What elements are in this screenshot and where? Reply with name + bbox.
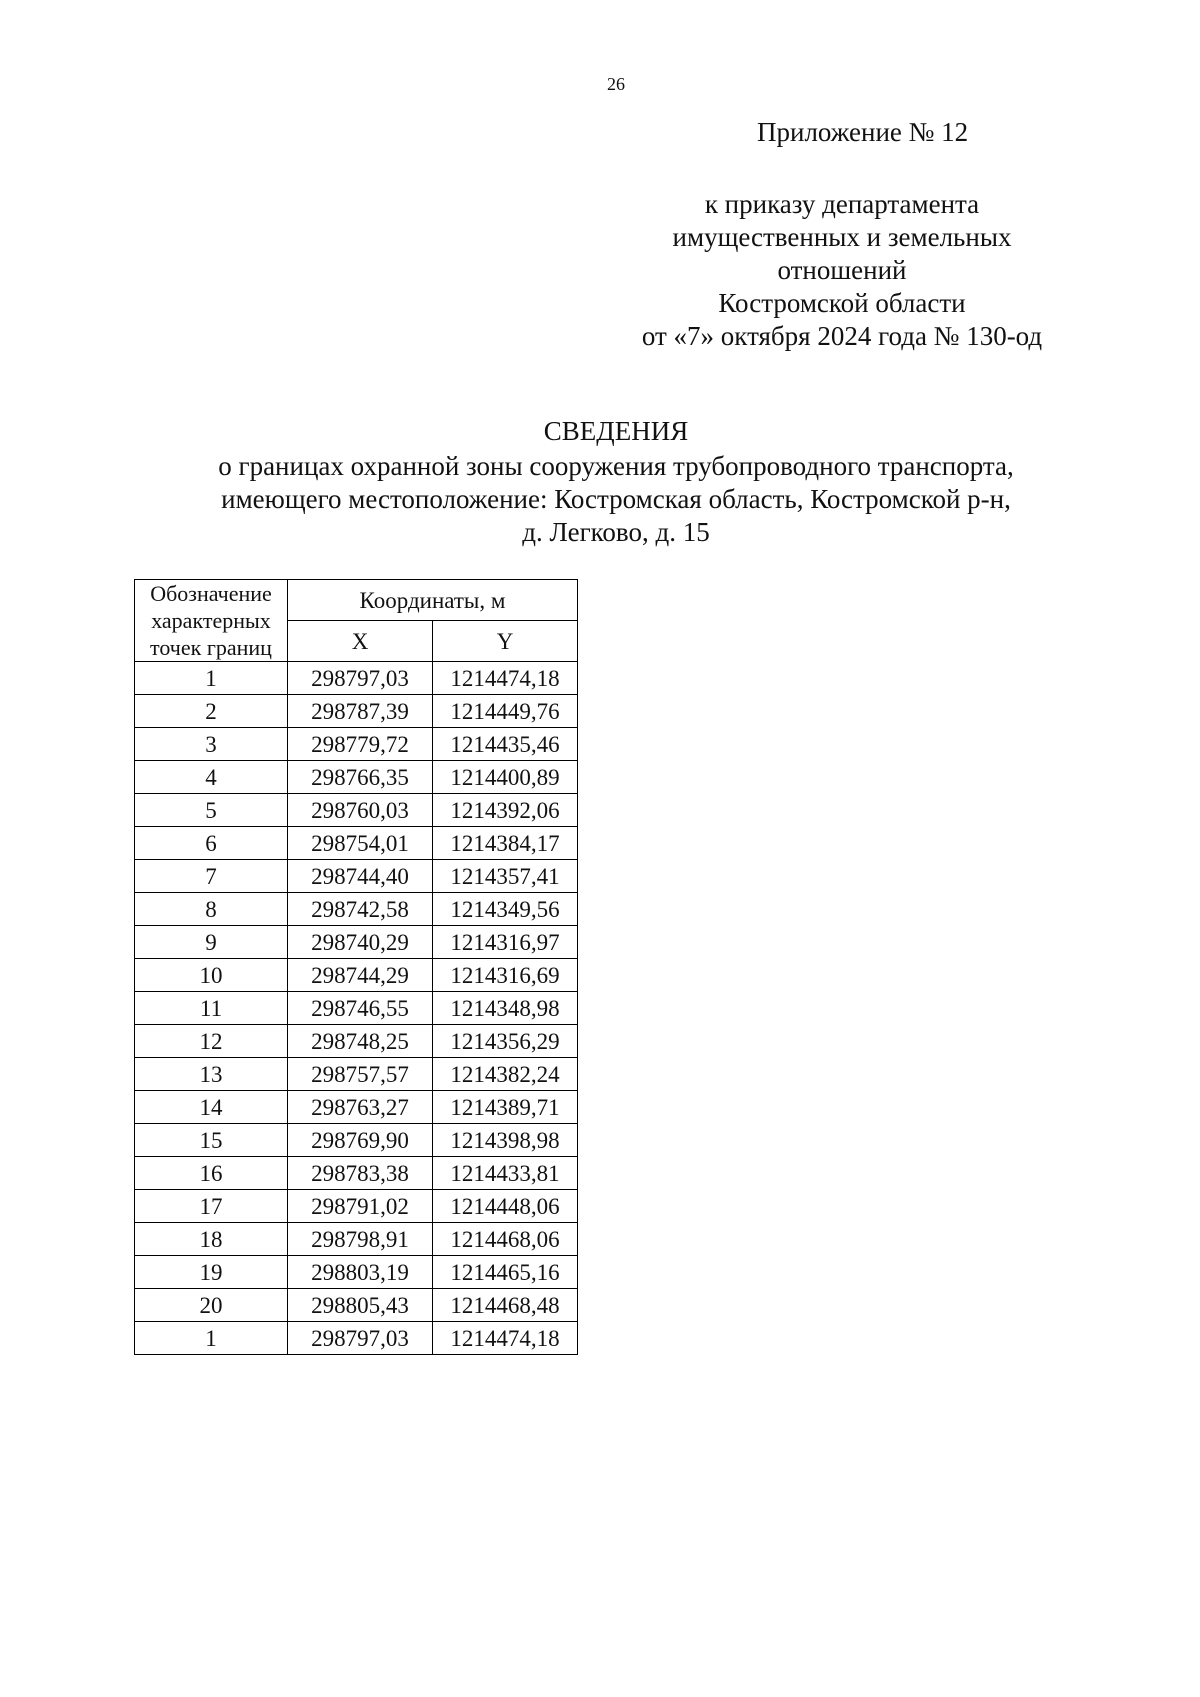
point-number-cell: 16: [135, 1157, 288, 1190]
x-coordinate-cell: 298783,38: [288, 1157, 433, 1190]
table-row: [135, 1124, 578, 1157]
y-coordinate-cell: 1214392,06: [433, 794, 578, 827]
x-coordinate-cell: 298740,29: [288, 926, 433, 959]
table-row: [135, 794, 578, 827]
table-row: [135, 992, 578, 1025]
point-number-cell: 18: [135, 1223, 288, 1256]
appendix-label: Приложение № 12: [757, 117, 969, 147]
coordinates-header: Координаты, м: [288, 580, 578, 621]
table-row: [135, 1190, 578, 1223]
table-row: [135, 1058, 578, 1091]
y-coordinate-cell: 1214474,18: [433, 662, 578, 695]
point-number-cell: 1: [135, 662, 288, 695]
order-ref-line: имущественных и земельных: [672, 222, 1012, 252]
x-coordinate-cell: 298805,43: [288, 1289, 433, 1322]
point-number-cell: 10: [135, 959, 288, 992]
x-coordinate-cell: 298798,91: [288, 1223, 433, 1256]
y-coordinate-cell: 1214468,06: [433, 1223, 578, 1256]
page-number: 26: [607, 74, 625, 94]
point-number-cell: 13: [135, 1058, 288, 1091]
x-coordinate-cell: 298766,35: [288, 761, 433, 794]
document-title: СВЕДЕНИЯ: [543, 416, 689, 446]
coordinates-table: [134, 579, 578, 1355]
table-row: [135, 959, 578, 992]
order-ref-line: отношений: [777, 255, 907, 285]
point-designation-header: Обозначение характерных точек границ: [135, 580, 288, 662]
table-row: [135, 860, 578, 893]
y-coordinate-cell: 1214465,16: [433, 1256, 578, 1289]
table-row: [135, 1091, 578, 1124]
table-row: [135, 728, 578, 761]
document-subtitle: [100, 450, 1132, 549]
x-coordinate-cell: 298754,01: [288, 827, 433, 860]
x-coordinate-cell: 298748,25: [288, 1025, 433, 1058]
x-coordinate-cell: 298791,02: [288, 1190, 433, 1223]
table-row: [135, 1322, 578, 1355]
table-row: [135, 1223, 578, 1256]
table-row: [135, 1025, 578, 1058]
order-reference: [612, 188, 1072, 353]
subtitle-line: имеющего местоположение: Костромская область, Костромской р-н,: [221, 484, 1011, 514]
y-coordinate-cell: 1214316,97: [433, 926, 578, 959]
y-coordinate-cell: 1214448,06: [433, 1190, 578, 1223]
y-coordinate-cell: 1214449,76: [433, 695, 578, 728]
point-number-cell: 15: [135, 1124, 288, 1157]
point-number-cell: 14: [135, 1091, 288, 1124]
x-coordinate-cell: 298744,29: [288, 959, 433, 992]
x-coordinate-cell: 298760,03: [288, 794, 433, 827]
x-coordinate-cell: 298797,03: [288, 1322, 433, 1355]
point-number-cell: 12: [135, 1025, 288, 1058]
x-coordinate-cell: 298769,90: [288, 1124, 433, 1157]
subtitle-line: д. Легково, д. 15: [522, 517, 710, 547]
point-number-cell: 6: [135, 827, 288, 860]
y-coordinate-cell: 1214356,29: [433, 1025, 578, 1058]
x-coordinate-cell: 298787,39: [288, 695, 433, 728]
point-number-cell: 2: [135, 695, 288, 728]
table-row: [135, 1256, 578, 1289]
table-row: [135, 695, 578, 728]
y-coordinate-cell: 1214357,41: [433, 860, 578, 893]
y-coordinate-cell: 1214400,89: [433, 761, 578, 794]
point-number-cell: 3: [135, 728, 288, 761]
order-ref-line: Костромской области: [718, 288, 966, 318]
order-ref-line: от «7» октября 2024 года № 130-од: [641, 321, 1043, 351]
point-number-cell: 4: [135, 761, 288, 794]
y-coordinate-cell: 1214384,17: [433, 827, 578, 860]
y-coordinate-cell: 1214382,24: [433, 1058, 578, 1091]
table-row: [135, 1289, 578, 1322]
point-number-cell: 11: [135, 992, 288, 1025]
point-number-cell: 20: [135, 1289, 288, 1322]
table-row: [135, 926, 578, 959]
x-coordinate-cell: 298757,57: [288, 1058, 433, 1091]
point-number-cell: 9: [135, 926, 288, 959]
x-coordinate-cell: 298744,40: [288, 860, 433, 893]
table-row: [135, 1157, 578, 1190]
y-coordinate-cell: 1214316,69: [433, 959, 578, 992]
y-coordinate-cell: 1214348,98: [433, 992, 578, 1025]
point-number-cell: 1: [135, 1322, 288, 1355]
x-coordinate-cell: 298797,03: [288, 662, 433, 695]
point-number-cell: 19: [135, 1256, 288, 1289]
x-coordinate-cell: 298742,58: [288, 893, 433, 926]
table-row: [135, 761, 578, 794]
x-coordinate-cell: 298763,27: [288, 1091, 433, 1124]
order-ref-line: к приказу департамента: [704, 189, 980, 219]
point-number-cell: 8: [135, 893, 288, 926]
point-number-cell: 7: [135, 860, 288, 893]
y-coordinate-cell: 1214349,56: [433, 893, 578, 926]
y-coordinate-cell: 1214435,46: [433, 728, 578, 761]
table-row: [135, 893, 578, 926]
x-coordinate-cell: 298779,72: [288, 728, 433, 761]
table-body: [135, 662, 578, 1355]
y-coordinate-cell: 1214389,71: [433, 1091, 578, 1124]
x-coordinate-cell: 298746,55: [288, 992, 433, 1025]
table-row: [135, 827, 578, 860]
y-coordinate-cell: 1214398,98: [433, 1124, 578, 1157]
x-coordinate-cell: 298803,19: [288, 1256, 433, 1289]
table-row: [135, 662, 578, 695]
subtitle-line: о границах охранной зоны сооружения трубопроводного транспорта,: [218, 451, 1014, 481]
y-column-header: Y: [433, 621, 578, 662]
y-coordinate-cell: 1214433,81: [433, 1157, 578, 1190]
y-coordinate-cell: 1214468,48: [433, 1289, 578, 1322]
point-number-cell: 5: [135, 794, 288, 827]
y-coordinate-cell: 1214474,18: [433, 1322, 578, 1355]
x-column-header: X: [288, 621, 433, 662]
point-number-cell: 17: [135, 1190, 288, 1223]
